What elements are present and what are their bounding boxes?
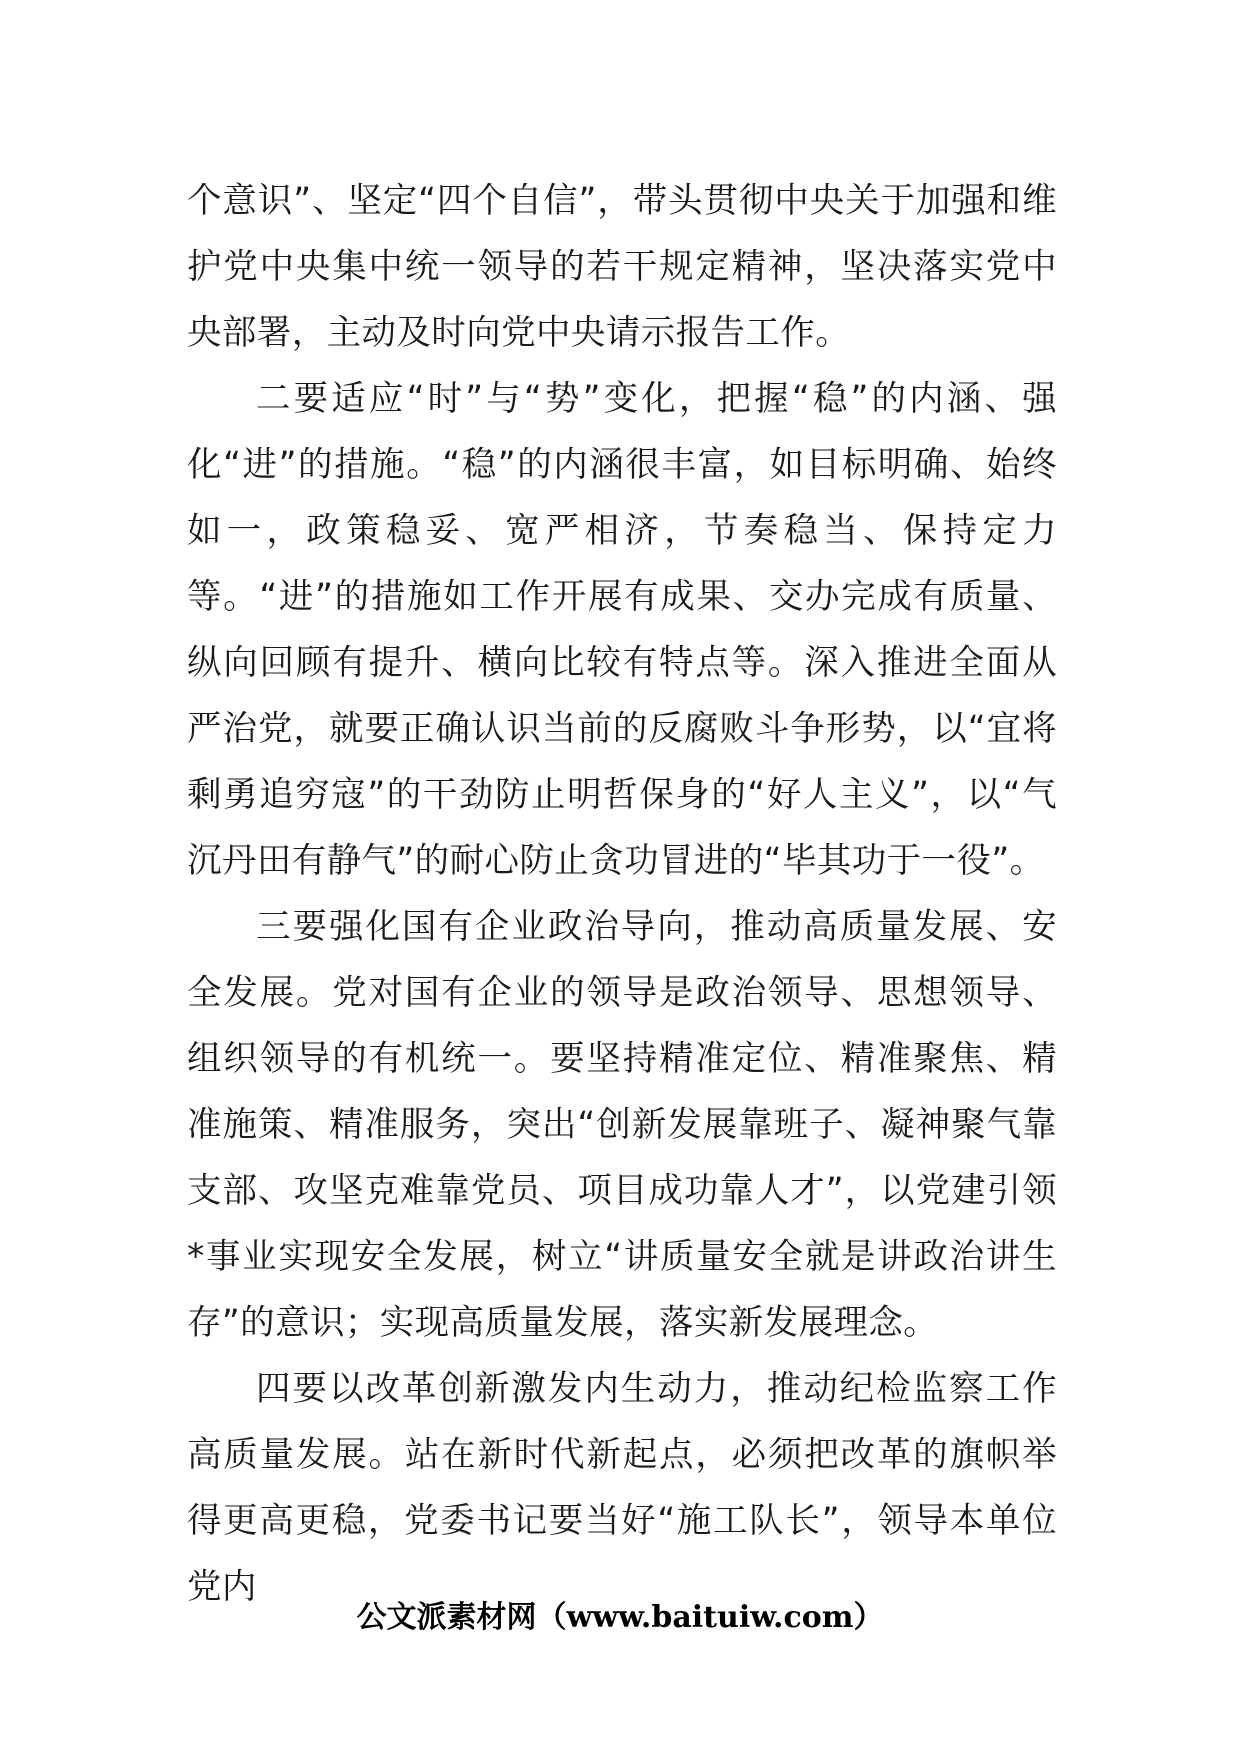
paragraph-2: 二要适应“时”与“势”变化，把握“稳”的内涵、强化“进”的措施。“稳”的内涵很丰富，如目标明确、始终如一，政策稳妥、宽严相济，节奏稳当、保持定力等。“进”的措施如工作开展有成果、交办完成有质量、纵向回顾有提升、横向比较有特点等。深入推进全面从严治党，就要正确认识当前的反腐败斗争形势，以“宜将剩勇追穷寇”的干劲防止明哲保身的“好人主义”，以“气沉丹田有静气”的耐心防止贪功冒进的“毕其功于一役”。 [187,379,1057,881]
footer-watermark: 公文派素材网（www.baituiw.com） [356,1600,884,1635]
paragraph-3: 三要强化国有企业政治导向，推动高质量发展、安全发展。党对国有企业的领导是政治领导、思想领导、组织领导的有机统一。要坚持精准定位、精准聚焦、精准施策、精准服务，突出“创新发展靠班子、凝神聚气靠支部、攻坚克难靠党员、项目成功靠人才”，以党建引领*事业实现安全发展，树立“讲质量安全就是讲政治讲生存”的意识；实现高质量发展，落实新发展理念。 [187,907,1057,1343]
document-body [187,168,1057,1620]
paragraph-1: 个意识”、坚定“四个自信”，带头贯彻中央关于加强和维护党中央集中统一领导的若干规定精神，坚决落实党中央部署，主动及时向党中央请示报告工作。 [187,181,1057,353]
paragraph-4: 四要以改革创新激发内生动力，推动纪检监察工作高质量发展。站在新时代新起点，必须把改革的旗帜举得更高更稳，党委书记要当好“施工队长”，领导本单位党内 [187,1369,1057,1607]
